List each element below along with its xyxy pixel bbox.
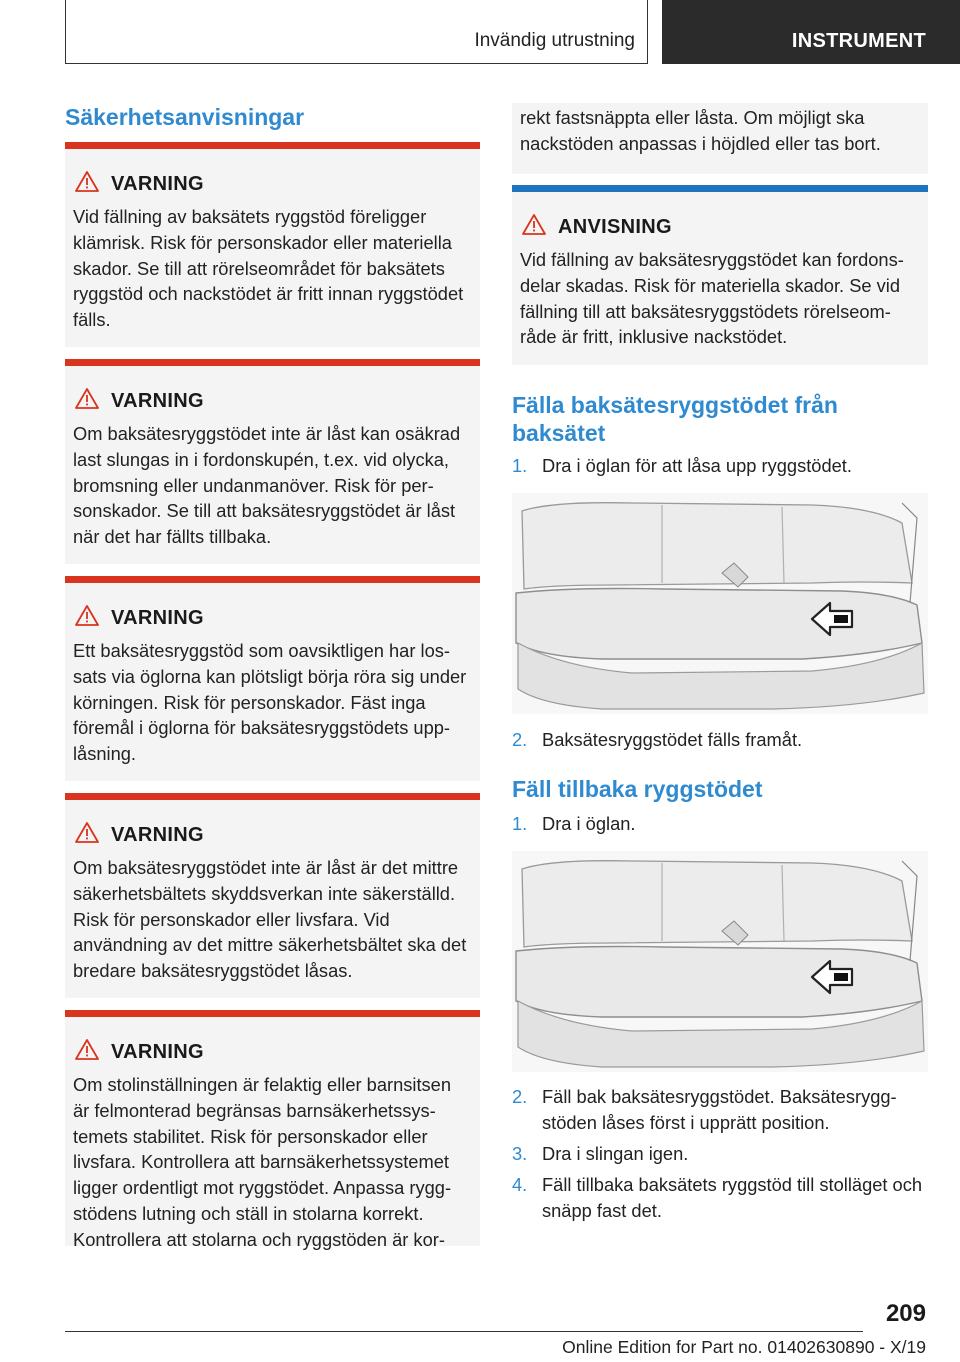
- section-title-safety: Säkerhetsanvisningar: [65, 104, 305, 130]
- warning-triangle-icon: [75, 171, 99, 198]
- warning-text: Om baksätesryggstödet inte är låst är det mittre säkerhetsbältets skyddsverkan inte säkerställd. Risk för personskador eller livsfara. Vid användning av det mittre säkerhetsbältet ska det bredare baksätesryggstödet låsas.: [73, 857, 467, 982]
- header-chapter-label: INSTRUMENT: [791, 30, 926, 52]
- footer-edition: Online Edition for Part no. 01402630890 - X/19: [562, 1337, 926, 1357]
- rear-seat-illustration-1: [512, 493, 928, 714]
- warning-label: VARNING: [111, 607, 204, 629]
- warning-label: VARNING: [111, 824, 204, 846]
- step-text: Fäll tillbaka baksätets ryggstöd till stolläget och snäpp fast det.: [542, 1174, 923, 1221]
- warning-continuation-box: [512, 103, 928, 174]
- header-section-tab: [65, 0, 648, 64]
- notice-triangle-icon: [522, 214, 546, 241]
- warning-continuation-text: rekt fastsnäppta eller låsta. Om möjligt ska nackstöden anpassas i höjdled eller tas bort.: [520, 107, 881, 154]
- warning-text: Om stolinställningen är felaktig eller barnsitsen är felmonterad begränsas barnsäkerhetssystemets stabilitet. Risk för personskador eller livsfara. Kontrollera att barnsäkerhetssystemet ligger ordentligt mot ryggstödet. Anpassa ryggstödens lutning och ställ in stolarna korrekt. Kontrollera att stolarna och ryggstöden är kor-: [73, 1074, 452, 1250]
- warning-box-3: [65, 576, 480, 781]
- list-item: [512, 727, 928, 753]
- section-title-fold-from-rear: Fälla baksätesryggstödet från baksätet: [512, 392, 838, 446]
- step-number: 1.: [512, 455, 528, 476]
- header-chapter-tab: [662, 0, 960, 64]
- step-number: 2.: [512, 1086, 528, 1107]
- step-text: Baksätesryggstödet fälls framåt.: [542, 729, 803, 750]
- warning-box-5: [65, 1010, 480, 1250]
- warning-box-4: [65, 793, 480, 998]
- warning-text: Ett baksätesryggstöd som oavsiktligen har lossats via öglorna kan plötsligt börja röra sig under körningen. Risk för personskador. Fäst inga föremål i öglorna för baksätesryggstödets upplåsning.: [73, 640, 467, 765]
- warning-triangle-icon: [75, 388, 99, 415]
- list-item: [512, 1084, 928, 1136]
- fold-steps-a: [512, 453, 928, 484]
- list-item: [512, 811, 928, 837]
- page-number: 209: [885, 1300, 926, 1327]
- warning-label: VARNING: [111, 1041, 204, 1063]
- step-text: Dra i slingan igen.: [542, 1143, 689, 1164]
- warning-label: VARNING: [111, 390, 204, 412]
- fold-steps-b: [512, 727, 928, 758]
- section-title-fold-back: Fäll tillbaka ryggstödet: [512, 776, 763, 802]
- warning-triangle-icon: [75, 1039, 99, 1066]
- step-text: Fäll bak baksätesryggstödet. Baksätesryggstöden låses först i upprätt position.: [542, 1086, 897, 1133]
- warning-triangle-icon: [75, 605, 99, 632]
- rear-seat-illustration-2: [512, 851, 928, 1072]
- warning-box-1: [65, 142, 480, 347]
- warning-box-2: [65, 359, 480, 564]
- footer-divider: [65, 1331, 863, 1332]
- warning-text: Om baksätesryggstödet inte är låst kan osäkrad last slungas in i fordonskupén, t.ex. vid olycka, bromsning eller undanmanöver. Risk för personskador. Se till att baksätesryggstödet är låst när det har fällts tillbaka.: [73, 423, 461, 548]
- header-section-label: Invändig utrustning: [474, 30, 635, 51]
- step-number: 4.: [512, 1174, 528, 1195]
- step-number: 1.: [512, 813, 528, 834]
- list-item: [512, 1172, 928, 1224]
- step-text: Dra i öglan.: [542, 813, 636, 834]
- notice-label: ANVISNING: [558, 216, 672, 238]
- step-number: 2.: [512, 729, 528, 750]
- warning-label: VARNING: [111, 173, 204, 195]
- warning-text: Vid fällning av baksätets ryggstöd föreligger klämrisk. Risk för personskador eller materiella skador. Se till att rörelseområdet för baksätets ryggstöd och nackstödet är fritt innan ryggstödet fälls.: [73, 206, 464, 331]
- notice-text: Vid fällning av baksätesryggstödet kan fordonsdelar skadas. Risk för materiella skador. Se vid fällning till att baksätesryggstödets rörelseområde är fritt, inklusive nackstödet.: [520, 249, 904, 348]
- step-text: Dra i öglan för att låsa upp ryggstödet.: [542, 455, 852, 476]
- warning-triangle-icon: [75, 822, 99, 849]
- foldback-steps-a: [512, 811, 928, 842]
- notice-box: [512, 185, 928, 365]
- foldback-steps-b: [512, 1084, 928, 1229]
- list-item: [512, 453, 928, 479]
- list-item: [512, 1141, 928, 1167]
- step-number: 3.: [512, 1143, 528, 1164]
